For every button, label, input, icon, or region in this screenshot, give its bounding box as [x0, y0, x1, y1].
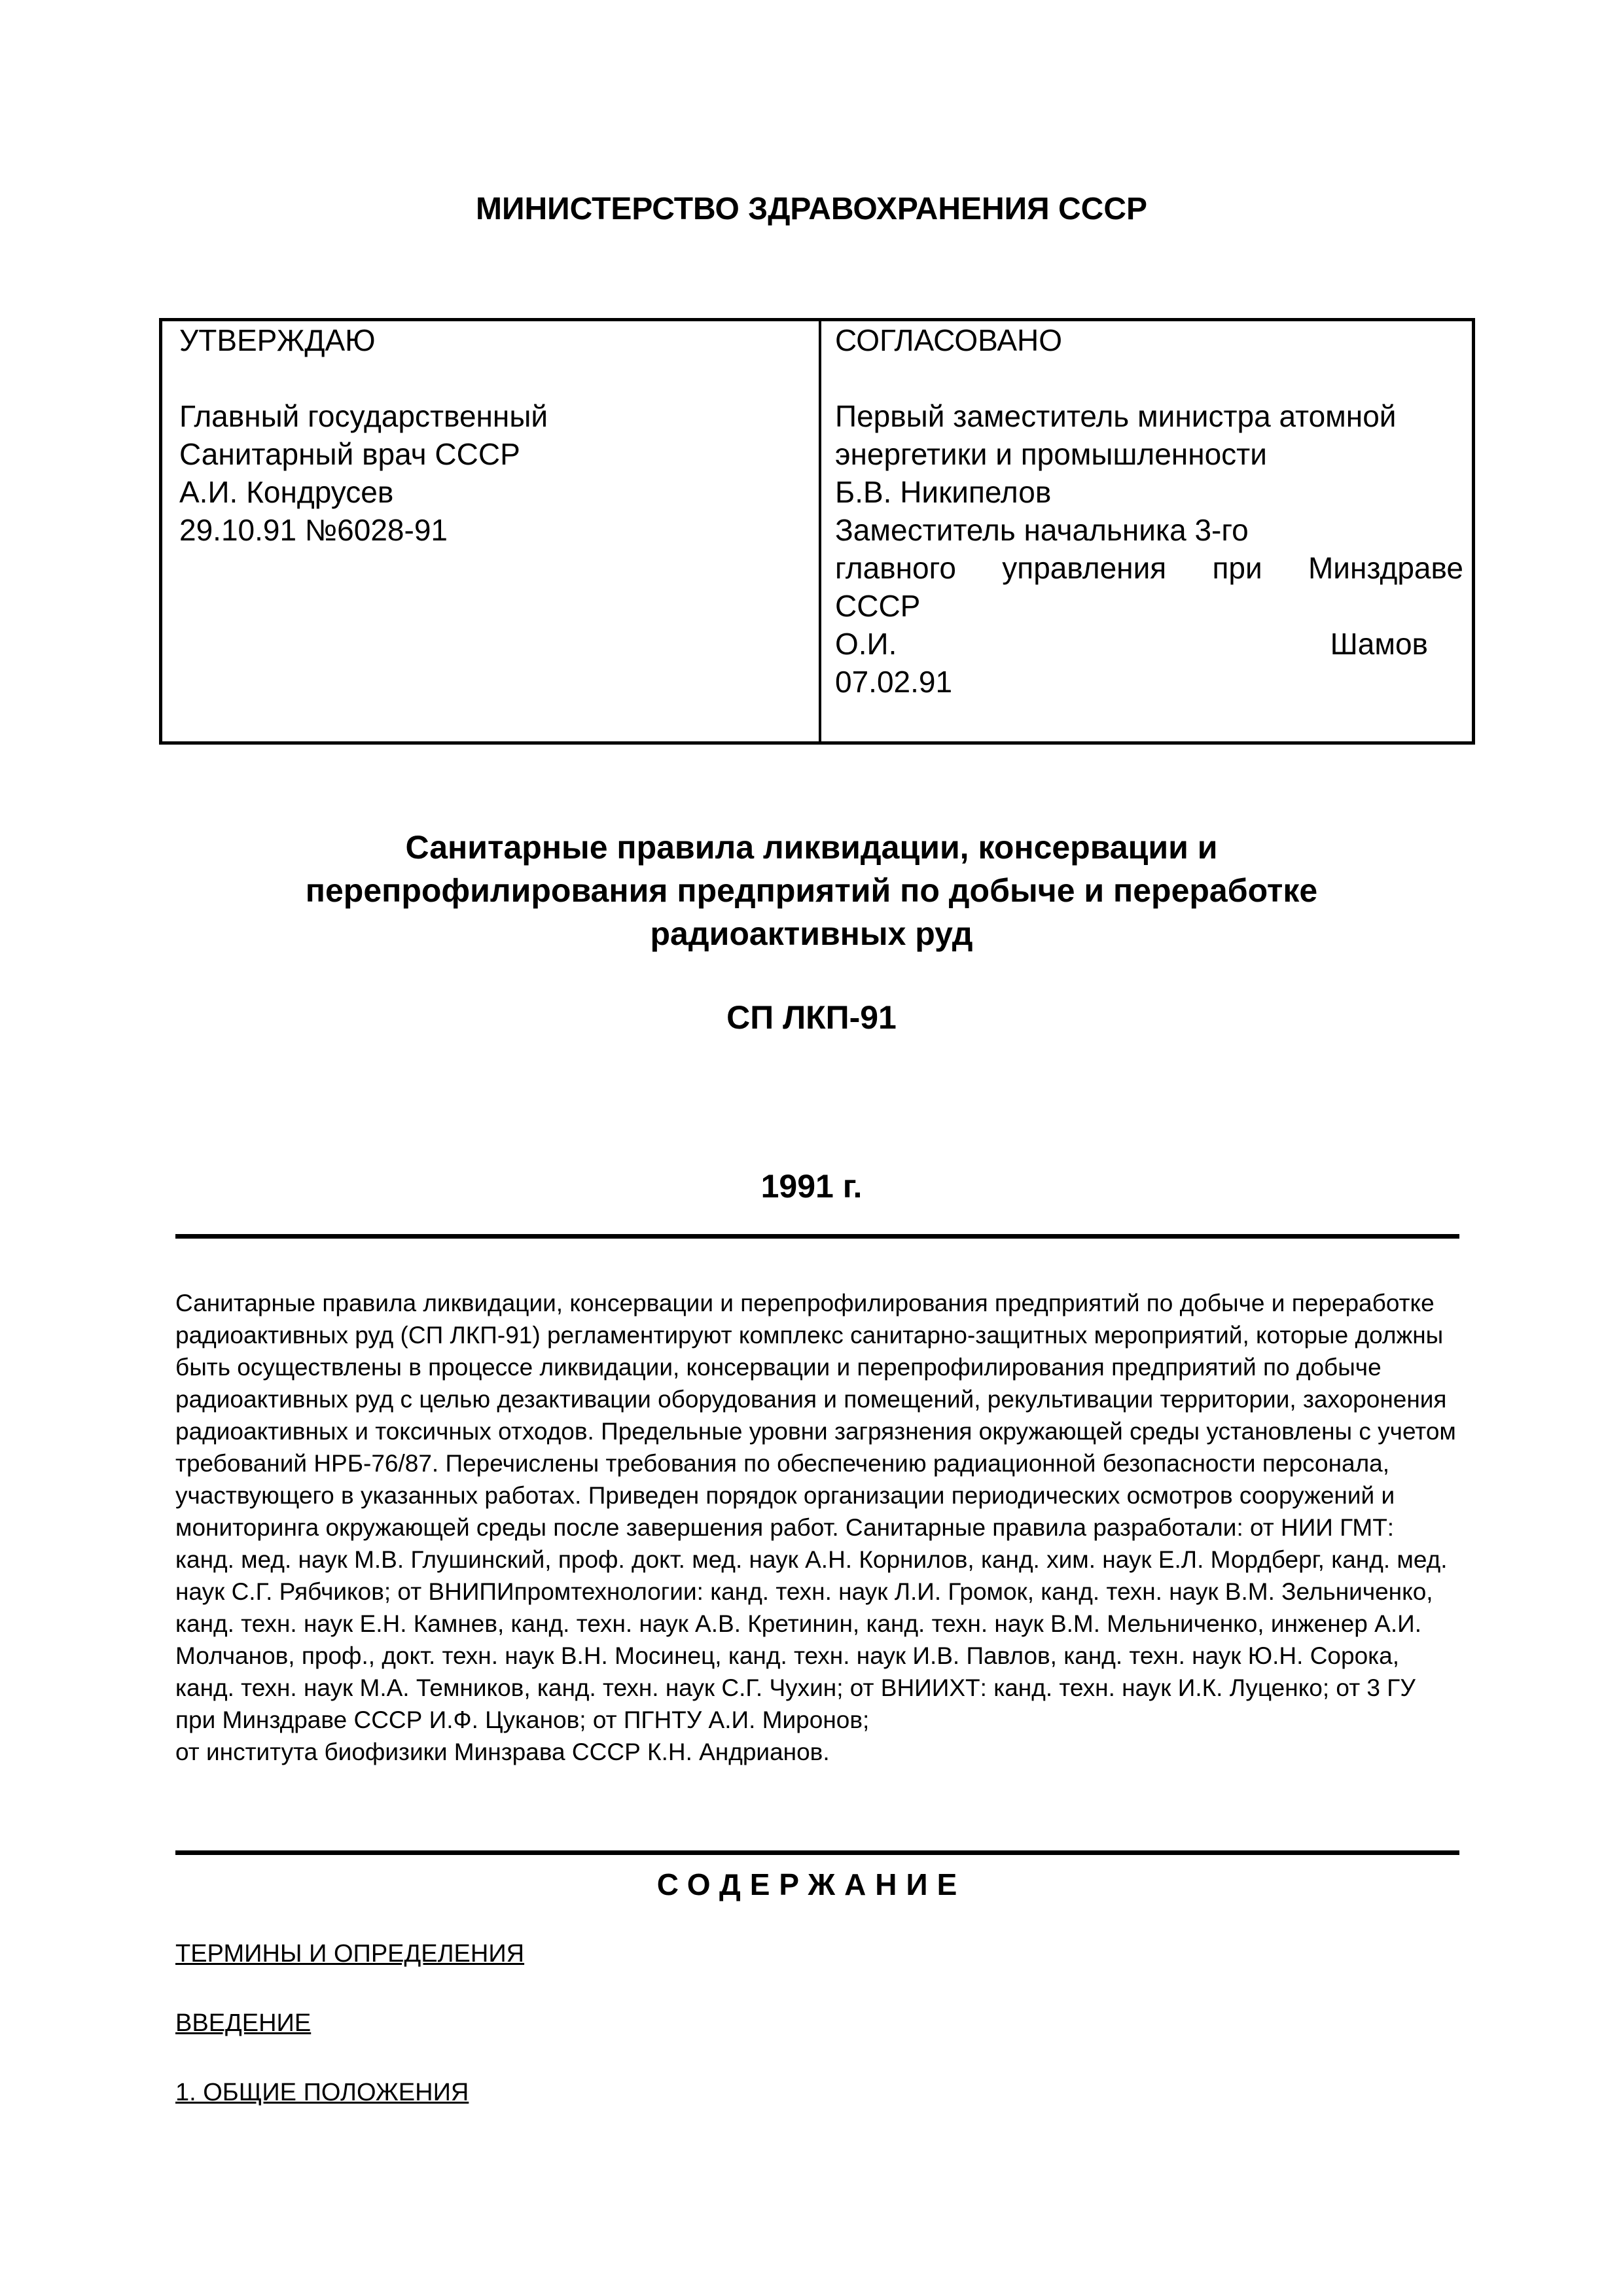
agreed-line: Заместитель начальника 3-го [835, 513, 1249, 547]
divider-rule [175, 1850, 1459, 1855]
document-title: Санитарные правила ликвидации, консервации и перепрофилирования предприятий по добыче и переработке радиоактивных руд [305, 829, 1318, 952]
approve-line: Главный государственный [179, 399, 548, 433]
approve-heading: УТВЕРЖДАЮ [179, 323, 376, 357]
approve-line: Санитарный врач СССР [179, 437, 520, 471]
agreed-heading: СОГЛАСОВАНО [835, 323, 1062, 357]
toc-link-introduction[interactable]: ВВЕДЕНИЕ [175, 2009, 312, 2037]
document-code: СП ЛКП-91 [726, 999, 897, 1036]
agreed-line: СССР [835, 589, 921, 623]
agreed-date: 07.02.91 [835, 665, 953, 699]
agreed-line: Б.В. Никипелов [835, 475, 1052, 509]
agreed-line: главного управления при Минздраве [835, 551, 1463, 585]
divider-rule [175, 1234, 1459, 1239]
table-divider [819, 321, 821, 741]
abstract-paragraph: Санитарные правила ликвидации, консервации и перепрофилирования предприятий по добыче и переработке радиоактивных руд (СП ЛКП-91) регламентируют комплекс санитарно-защитных мероприятий, которые должны быть осуществлены в процессе ликвидации, консервации и перепрофилирования предприятий по добыче радиоактивных руд с целью дезактивации оборудования и помещений, рекультивации территории, захоронения радиоактивных и токсичных отходов. Предельные уровни загрязнения окружающей среды установлены с учетом требований НРБ-76/87. Перечислены требования по обеспечению радиационной безопасности персонала, участвующего в указанных работах. Приведен порядок организации периодических осмотров сооружений и мониторинга окружающей среды после завершения работ. Санитарные правила разработали: от НИИ ГМТ: канд. мед. наук М.В. Глушинский, проф. докт. мед. наук А.Н. Корнилов, канд. хим. наук Е.Л. Мордберг, канд. мед. наук С.Г. Рябчиков; от ВНИПИпромтехнологии: канд. техн. наук Л.И. Громок, канд. техн. наук В.М. Зельниченко, канд. техн. наук Е.Н. Камнев, канд. техн. наук А.В. Кретинин, канд. техн. наук В.М. Мельниченко, инженер А.И. Молчанов, проф., докт. техн. наук В.Н. Мосинец, канд. техн. наук И.В. Павлов, канд. техн. наук Ю.Н. Сорока, канд. техн. наук М.А. Темников, канд. техн. наук С.Г. Чухин; от ВНИИХТ: канд. техн. наук И.К. Луценко; от 3 ГУ при Минздраве СССР И.Ф. Цуканов; от ПГНТУ А.И. Миронов; [175, 1290, 1456, 1733]
toc-link-terms[interactable]: ТЕРМИНЫ И ОПРЕДЕЛЕНИЯ [175, 1940, 525, 1968]
abstract [175, 1287, 1458, 1768]
document-year: 1991 г. [760, 1168, 863, 1205]
signer-surname: Шамов [1330, 627, 1428, 661]
toc-link-general[interactable]: 1. ОБЩИЕ ПОЛОЖЕНИЯ [175, 2079, 469, 2106]
agreed-line: Первый заместитель министра атомной [835, 399, 1397, 433]
approval-cell-agreed [835, 321, 1463, 701]
agreed-line: энергетики и промышленности [835, 437, 1267, 471]
approve-line: А.И. Кондрусев [179, 475, 394, 509]
ministry-header: МИНИСТЕРСТВО ЗДРАВОХРАНЕНИЯ СССР [475, 192, 1148, 226]
agreed-signer [835, 625, 1428, 663]
approval-cell-approve [179, 321, 808, 549]
approval-table [159, 318, 1475, 745]
signer-initials: О.И. [835, 627, 897, 661]
approve-line: 29.10.91 №6028-91 [179, 513, 448, 547]
contents-heading: СОДЕРЖАНИЕ [656, 1867, 967, 1901]
abstract-paragraph: от института биофизики Минзрава СССР К.Н. Андрианов. [175, 1739, 830, 1765]
